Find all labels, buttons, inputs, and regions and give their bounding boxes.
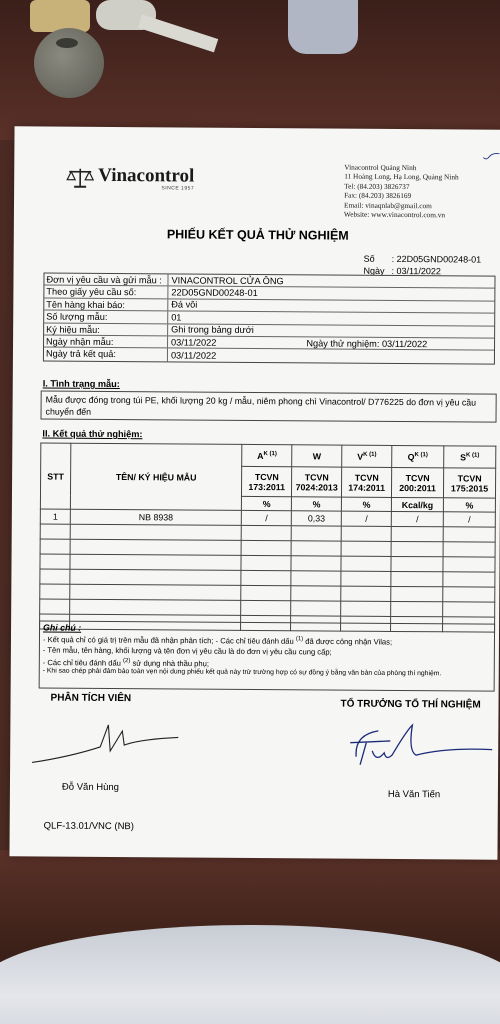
info-value: VINACONTROL CỬA ÔNG (171, 275, 284, 286)
lab-head-title: TỔ TRƯỞNG TỔ THÍ NGHIỆM (340, 698, 481, 711)
notes-box (39, 620, 495, 691)
col-v-standard: TCVN 174:2011 (342, 467, 392, 497)
info-label: Ngày nhận mẫu: (44, 335, 168, 347)
cell-a: / (242, 510, 292, 525)
cell-stt: 1 (40, 509, 70, 524)
handwritten-tick-icon (482, 152, 500, 162)
note-text: - Các chỉ tiêu đánh dấu (42, 657, 121, 668)
info-label: Số lượng mẫu: (44, 311, 168, 323)
so-value: : 22D05GND00248-01 (391, 253, 482, 265)
info-value: 03/11/2022 (171, 337, 217, 348)
analyst-title: PHÂN TÍCH VIÊN (50, 692, 132, 705)
condition-text: Mẫu được đóng trong túi PE, khối lượng 20 kg / mẫu, niêm phong chì Vinacontrol/ D776225 do đơn vị yêu cầu chuyển đến (41, 390, 497, 422)
document-number-block (364, 253, 482, 278)
col-stt: STT (40, 443, 70, 509)
col-sample-name: TÊN/ KÝ HIỆU MẪU (70, 443, 242, 510)
table-header-row (41, 443, 496, 468)
note-text: đã được công nhận Vilas; (305, 636, 393, 647)
key-fob (34, 28, 104, 98)
cell-s: / (443, 512, 495, 527)
analyst-signature-icon (30, 716, 180, 767)
form-code: QLF-13.01/VNC (NB) (43, 820, 134, 833)
col-a-standard: TCVN 173:2011 (242, 466, 292, 496)
logo-name: Vinacontrol (98, 164, 195, 187)
lab-head-signature-icon (346, 721, 496, 768)
ngay-value: : 03/11/2022 (391, 265, 441, 277)
col-w-letter: W (312, 450, 322, 461)
info-value: 01 (171, 312, 182, 323)
info-value: Đá vôi (171, 299, 198, 311)
results-table (39, 442, 496, 632)
col-v-header (342, 445, 392, 467)
col-q-standard: TCVN 200:2011 (392, 467, 444, 497)
note-line: - Khi sao chép phải đảm bảo toàn vẹn nội dung phiếu kết quả này trừ trường hợp có sự đồng ý bằng văn bản của phòng thí nghiệm. (42, 667, 442, 678)
note-text: - Kết quả chỉ có giá trị trên mẫu đã nhận phân tích; - Các chỉ tiêu đánh dấu (42, 635, 294, 646)
info-value: Ghi trong bảng dưới (171, 324, 254, 336)
col-s-sup: K (1) (466, 452, 480, 459)
branch-name: Vinacontrol Quảng Ninh (344, 162, 417, 173)
test-date: Ngày thử nghiệm: 03/11/2022 (306, 338, 428, 349)
col-s-header (444, 446, 496, 468)
note-sup: (1) (295, 636, 304, 643)
col-v-sup: K (1) (363, 451, 377, 458)
branch-address: 11 Hoàng Long, Hạ Long, Quảng Ninh (344, 172, 459, 182)
branch-email: Email: vinaqnlab@gmail.com (343, 200, 432, 210)
plastic-bottle (288, 0, 358, 54)
col-w-standard: TCVN 7024:2013 (292, 467, 342, 497)
col-a-letter: A (257, 450, 264, 461)
col-s-letter: S (460, 451, 467, 462)
col-q-letter: Q (407, 451, 415, 462)
note-line: - Tên mẫu, tên hàng, khối lượng và tên đơn vị yêu cầu là do đơn vị yêu cầu cung cấp; (42, 645, 332, 657)
white-cloth (0, 925, 500, 1024)
sample-info-table (43, 273, 496, 365)
col-q-header (392, 445, 444, 467)
branch-website: Website: www.vinacontrol.com.vn (343, 209, 446, 220)
results-heading: II. Kết quả thử nghiệm: (42, 428, 143, 440)
info-label: Tên hàng khai báo: (44, 298, 168, 310)
col-w-header (292, 445, 342, 467)
vinacontrol-logo (66, 165, 194, 192)
col-q-sup: K (1) (414, 451, 428, 458)
condition-heading: I. Tình trạng mẫu: (42, 378, 120, 390)
logo-since: SINCE 1957 (161, 185, 195, 192)
info-value: 22D05GND00248-01 (171, 287, 258, 299)
col-v-letter: V (357, 451, 364, 462)
info-label: Ký hiệu mẫu: (44, 323, 168, 335)
branch-address-block (344, 163, 459, 220)
info-value: 03/11/2022 (170, 349, 217, 361)
info-label: Theo giấy yêu cầu số: (44, 286, 168, 298)
col-a-unit: % (242, 496, 292, 510)
info-row (44, 348, 494, 364)
col-a-header (242, 444, 292, 466)
silver-key-blade (138, 14, 218, 52)
branch-tel: Tel: (84.203) 3826737 (344, 181, 410, 191)
test-result-document (9, 126, 500, 859)
col-w-unit: % (292, 497, 342, 511)
cell-q: / (391, 511, 443, 526)
notes-heading: Ghi chú : (43, 622, 82, 633)
desk-background-top (0, 0, 500, 140)
cell-sample-name: NB 8938 (70, 509, 241, 525)
so-label: Số (363, 253, 375, 264)
document-title: PHIẾU KẾT QUẢ THỬ NGHIỆM (166, 227, 349, 243)
col-a-sup: K (1) (263, 450, 277, 457)
branch-fax: Fax: (84.203) 3826169 (344, 190, 412, 201)
scales-logo-icon (66, 167, 94, 189)
note-text: sử dụng nhà thầu phụ; (132, 658, 209, 668)
lab-head-name: Hà Văn Tiến (387, 788, 441, 801)
col-s-unit: % (443, 498, 495, 512)
note-sup: (2) (123, 657, 131, 664)
brass-key (30, 0, 90, 32)
ngay-label: Ngày (363, 265, 385, 276)
info-label: Đơn vị yêu cầu và gửi mẫu : (44, 274, 168, 286)
info-label: Ngày trả kết quả: (44, 348, 168, 361)
col-v-unit: % (342, 497, 392, 511)
col-s-standard: TCVN 175:2015 (443, 468, 495, 498)
analyst-name: Đỗ Văn Hùng (61, 781, 120, 794)
cell-w: 0,33 (291, 511, 341, 526)
col-q-unit: Kcal/kg (391, 497, 443, 511)
cell-v: / (341, 511, 391, 526)
